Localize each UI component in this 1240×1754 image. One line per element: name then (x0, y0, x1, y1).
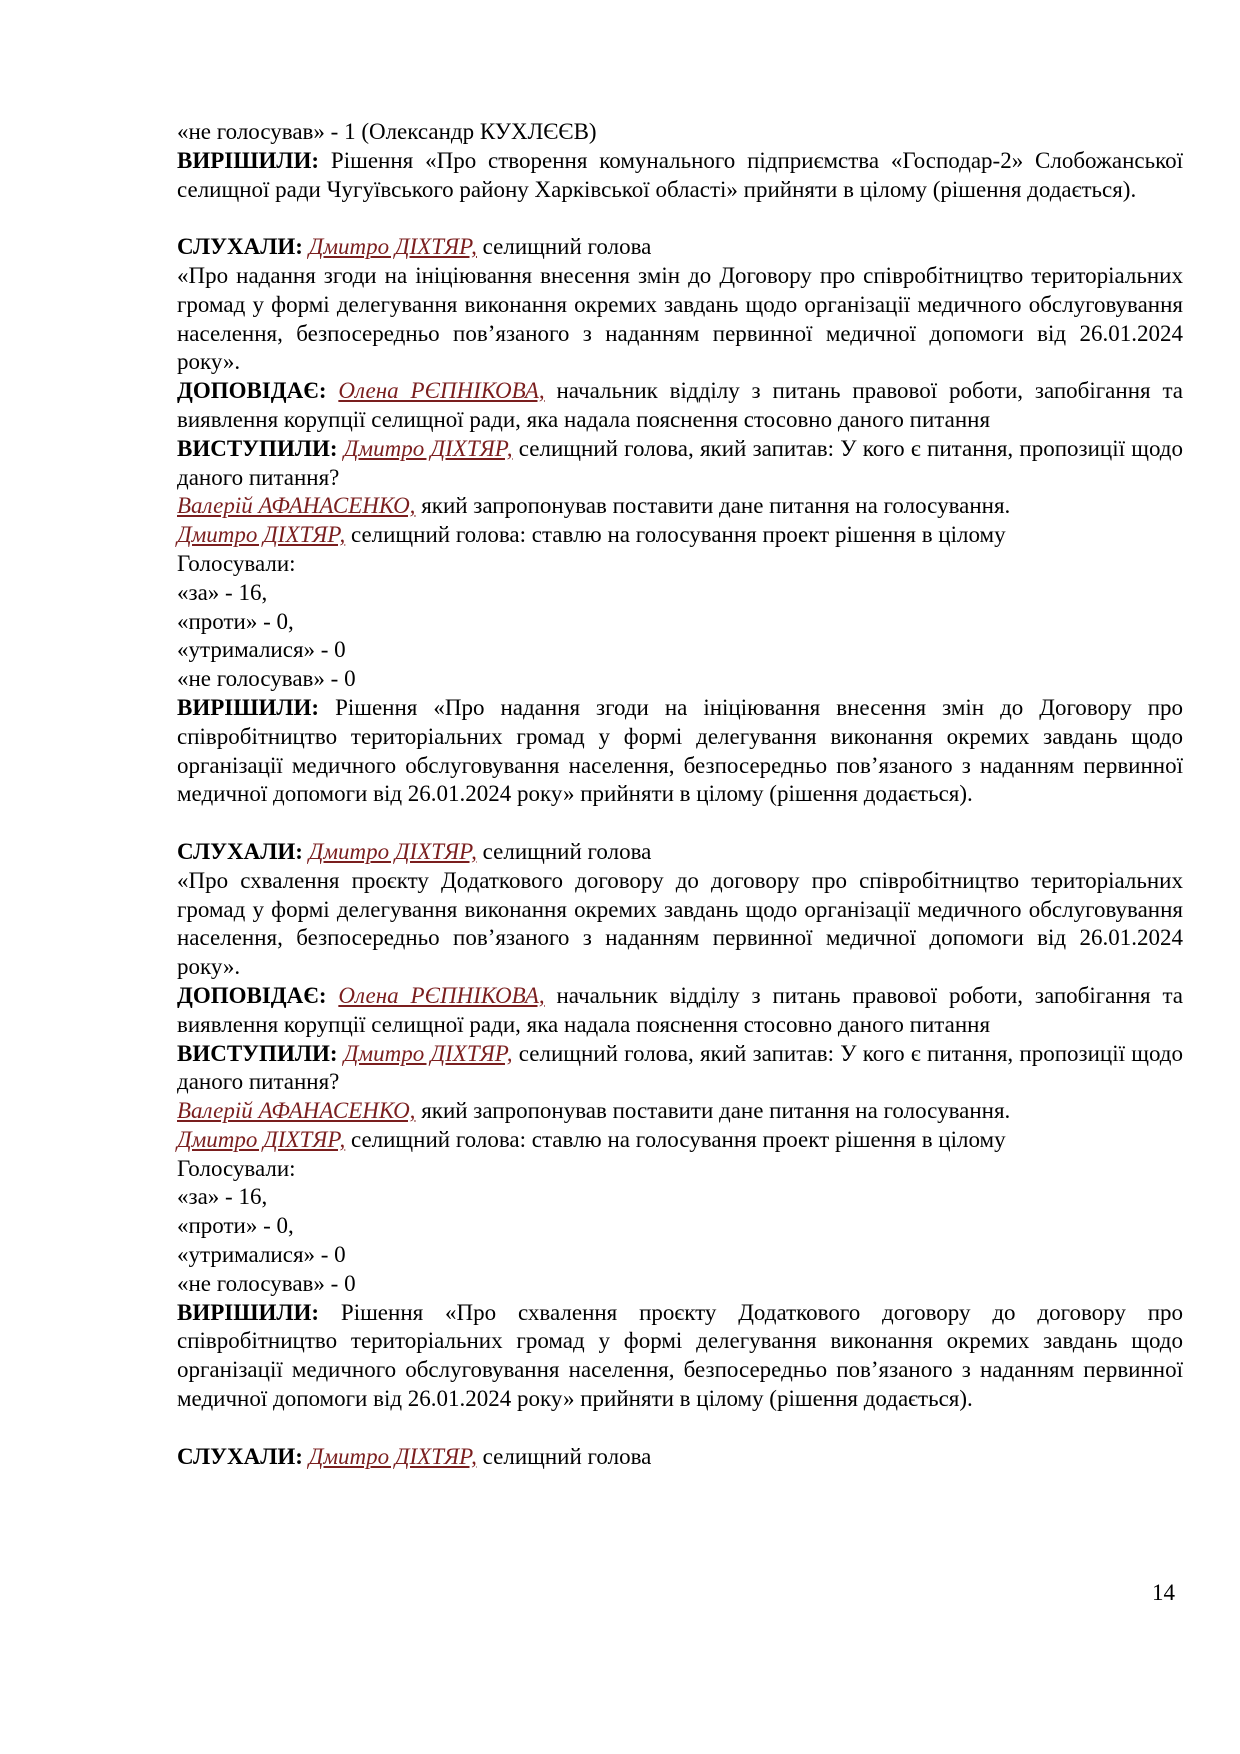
person-name: Дмитро ДІХТЯР, (308, 838, 477, 864)
voted-label: Голосували: (177, 1155, 296, 1181)
spoke-text: селищний голова, який запитав: У кого є питання, пропозиції щодо даного питання? (177, 1040, 1184, 1095)
heard-role: селищний голова (476, 1443, 652, 1469)
topic-paragraph: «Про схвалення проєкту Додаткового договору до договору про співробітництво територіальних громад у формі делегування виконання окремих завдань щодо організації медичного обслуговування населення, безпосередньо пов’язаного з наданням первинної медичної допомоги від 26.01.2024 року». (177, 867, 1183, 980)
topic-paragraph: «Про надання згоди на ініціювання внесення змін до Договору про співробітництво територіальних громад у формі делегування виконання окремих завдань щодо організації медичного обслуговування населення, безпосередньо пов’язаного з наданням первинної медичної допомоги від 26.01.2024 року». (177, 262, 1183, 375)
report-text: начальник відділу з питань правової роботи, запобігання та виявлення корупції селищної ради, яка надала пояснення стосовно даного питання (177, 378, 1183, 432)
document-page (177, 118, 1183, 1471)
person-name: Олена РЄПНІКОВА, (338, 378, 545, 404)
heard-role: селищний голова (476, 234, 652, 260)
heard-role: селищний голова (476, 838, 652, 864)
report-label: ДОПОВІДАЄ: (177, 378, 327, 404)
proposal-text: який запропонував поставити дане питання на голосування. (415, 493, 1011, 519)
decided-text: Рішення «Про створення комунального підприємства «Господар-2» Слобожанської селищної ради Чугуївського району Харківської області» прийняти в цілому (рішення додається). (177, 147, 1183, 202)
vote-against: «проти» - 0, (177, 1213, 294, 1239)
spoke-paragraph (177, 1040, 1183, 1098)
decided-label: ВИРІШИЛИ: (177, 1299, 320, 1325)
vote-not-voted: «не голосував» - 0 (177, 1270, 356, 1296)
heard-label: СЛУХАЛИ: (177, 838, 303, 864)
heard-line (177, 1443, 1183, 1472)
heard-line (177, 838, 1183, 867)
person-name: Дмитро ДІХТЯР, (343, 435, 513, 461)
spoke-text: селищний голова, який запитав: У кого є питання, пропозиції щодо даного питання? (177, 435, 1184, 490)
decision-paragraph (177, 1299, 1183, 1414)
spoke-label: ВИСТУПИЛИ: (177, 435, 338, 461)
decided-text: Рішення «Про надання згоди на ініціювання внесення змін до Договору про співробітництво територіальних громад у формі делегування виконання окремих завдань щодо організації медичного обслуговування населення, безпосередньо пов’язаного з наданням первинної медичної допомоги від 26.01.2024 року» прийняти в цілому (рішення додається). (177, 694, 1183, 807)
put-to-vote-line (177, 521, 1183, 550)
report-label: ДОПОВІДАЄ: (177, 982, 327, 1008)
paragraph-gap (177, 204, 1183, 233)
put-to-vote-text: селищний голова: ставлю на голосування проект рішення в цілому (345, 522, 1006, 548)
vote-line: «не голосував» - 1 (Олександр КУХЛЄЄВ) (177, 119, 597, 144)
heard-line (177, 233, 1183, 262)
paragraph-gap (177, 809, 1183, 838)
person-name: Дмитро ДІХТЯР, (343, 1040, 513, 1066)
decision-paragraph (177, 147, 1183, 205)
spoke-paragraph (177, 435, 1183, 493)
decided-label: ВИРІШИЛИ: (177, 694, 320, 720)
vote-abstain: «утрималися» - 0 (177, 1242, 346, 1268)
vote-against: «проти» - 0, (177, 608, 294, 634)
person-name: Дмитро ДІХТЯР, (308, 1443, 477, 1469)
proposal-text: який запропонував поставити дане питання на голосування. (415, 1098, 1011, 1124)
proposal-line (177, 1097, 1183, 1126)
spoke-label: ВИСТУПИЛИ: (177, 1040, 338, 1066)
person-name: Олена РЄПНІКОВА, (338, 982, 545, 1008)
vote-for: «за» - 16, (177, 1184, 268, 1210)
proposal-line (177, 492, 1183, 521)
voted-label: Голосували: (177, 550, 296, 576)
page-number: 14 (1152, 1580, 1175, 1605)
person-name: Валерій АФАНАСЕНКО, (177, 493, 416, 519)
put-to-vote-line (177, 1126, 1183, 1155)
person-name: Дмитро ДІХТЯР, (177, 522, 346, 548)
vote-not-voted: «не голосував» - 0 (177, 666, 356, 692)
person-name: Дмитро ДІХТЯР, (177, 1126, 346, 1152)
paragraph-gap (177, 1414, 1183, 1443)
decision-paragraph (177, 694, 1183, 809)
report-paragraph (177, 982, 1183, 1040)
vote-abstain: «утрималися» - 0 (177, 637, 346, 663)
heard-label: СЛУХАЛИ: (177, 234, 303, 260)
report-paragraph (177, 377, 1183, 435)
put-to-vote-text: селищний голова: ставлю на голосування проект рішення в цілому (345, 1126, 1006, 1152)
person-name: Дмитро ДІХТЯР, (308, 234, 477, 260)
decided-label: ВИРІШИЛИ: (177, 147, 320, 173)
vote-for: «за» - 16, (177, 579, 268, 605)
heard-label: СЛУХАЛИ: (177, 1443, 303, 1469)
report-text: начальник відділу з питань правової роботи, запобігання та виявлення корупції селищної ради, яка надала пояснення стосовно даного питання (177, 982, 1183, 1037)
decided-text: Рішення «Про схвалення проєкту Додаткового договору до договору про співробітництво територіальних громад у формі делегування виконання окремих завдань щодо організації медичного обслуговування населення, безпосередньо пов’язаного з наданням первинної медичної допомоги від 26.01.2024 року» прийняти в цілому (рішення додається). (177, 1299, 1183, 1412)
person-name: Валерій АФАНАСЕНКО, (177, 1098, 416, 1124)
